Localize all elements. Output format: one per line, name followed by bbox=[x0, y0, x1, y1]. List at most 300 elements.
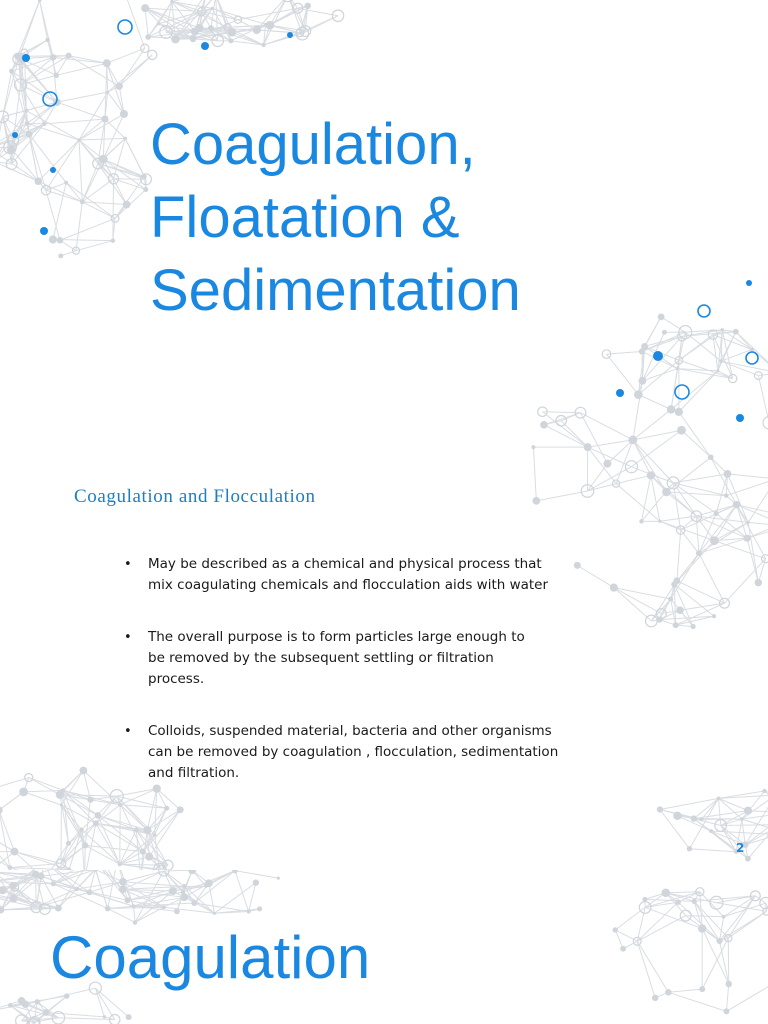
network-link bbox=[716, 903, 766, 912]
network-link bbox=[721, 361, 768, 373]
network-node bbox=[7, 146, 16, 155]
network-link bbox=[0, 827, 14, 851]
network-node bbox=[145, 853, 153, 861]
network-node bbox=[125, 897, 131, 903]
bullet-marker: • bbox=[124, 557, 132, 572]
network-node bbox=[692, 899, 697, 904]
network-node bbox=[79, 827, 83, 831]
network-node bbox=[658, 520, 661, 523]
network-link bbox=[24, 792, 62, 805]
network-node bbox=[691, 624, 696, 629]
network-link bbox=[44, 119, 105, 124]
network-node bbox=[50, 54, 56, 60]
network-node bbox=[64, 993, 69, 998]
network-node bbox=[64, 181, 68, 185]
network-node bbox=[531, 445, 535, 449]
network-node bbox=[744, 807, 752, 815]
accent-node-ring bbox=[698, 305, 710, 317]
network-node bbox=[143, 187, 148, 192]
network-node bbox=[119, 878, 127, 886]
network-link bbox=[38, 140, 79, 181]
network-node bbox=[714, 511, 719, 516]
network-node bbox=[700, 817, 704, 821]
network-node bbox=[712, 614, 716, 618]
network-node bbox=[722, 915, 726, 919]
network-node bbox=[190, 36, 196, 42]
network-node-ring bbox=[763, 416, 768, 429]
network-node bbox=[49, 235, 57, 243]
network-node bbox=[205, 879, 213, 887]
network-node bbox=[170, 0, 173, 3]
network-node bbox=[134, 827, 139, 832]
network-link bbox=[614, 588, 671, 599]
network-node bbox=[743, 535, 750, 542]
network-node bbox=[658, 313, 665, 320]
network-node bbox=[191, 28, 199, 36]
network-node bbox=[253, 26, 261, 34]
network-node bbox=[716, 938, 722, 944]
network-link bbox=[58, 1018, 114, 1020]
network-node bbox=[257, 906, 262, 911]
network-link bbox=[588, 467, 632, 491]
network-node bbox=[35, 999, 40, 1004]
network-link bbox=[40, 1, 48, 40]
network-link bbox=[164, 870, 192, 871]
network-link bbox=[728, 896, 755, 938]
slide-title-line: Floatation & bbox=[150, 185, 460, 250]
bullet-text-line: be removed by the subsequent settling or filtration bbox=[148, 650, 494, 666]
network-node bbox=[9, 895, 17, 903]
network-link bbox=[25, 0, 39, 1]
network-node bbox=[228, 38, 233, 43]
network-node bbox=[169, 887, 177, 895]
network-node bbox=[140, 849, 146, 855]
network-node bbox=[532, 497, 540, 505]
network-node bbox=[111, 238, 115, 242]
network-node bbox=[180, 893, 188, 901]
network-link bbox=[719, 941, 728, 984]
network-node bbox=[747, 521, 750, 524]
network-node bbox=[745, 856, 751, 862]
network-link bbox=[235, 871, 249, 912]
network-node bbox=[82, 842, 88, 848]
network-link bbox=[82, 202, 126, 205]
network-node bbox=[80, 199, 85, 204]
network-node bbox=[540, 421, 548, 429]
network-node bbox=[118, 862, 122, 866]
bullet-text-line: Colloids, suspended material, bacteria and other organisms bbox=[148, 723, 552, 739]
network-node bbox=[708, 454, 714, 460]
accent-node bbox=[40, 227, 48, 235]
network-node bbox=[58, 253, 63, 258]
network-node bbox=[66, 53, 72, 59]
network-link bbox=[673, 483, 680, 530]
network-link bbox=[674, 584, 693, 626]
network-node bbox=[153, 833, 157, 837]
network-node bbox=[762, 789, 766, 793]
network-link bbox=[714, 541, 765, 559]
network-node bbox=[80, 767, 88, 775]
network-node bbox=[19, 788, 28, 797]
network-node bbox=[95, 812, 102, 819]
network-node bbox=[106, 91, 109, 94]
network-node bbox=[613, 927, 618, 932]
network-link bbox=[726, 983, 768, 1011]
network-link bbox=[60, 218, 115, 240]
network-link bbox=[689, 849, 736, 852]
network-link bbox=[40, 0, 69, 1]
bullet-item bbox=[122, 721, 612, 784]
network-node bbox=[24, 109, 28, 113]
network-link bbox=[722, 330, 732, 379]
network-node bbox=[620, 946, 626, 952]
network-node bbox=[639, 377, 647, 385]
bullet-text-line: process. bbox=[148, 671, 205, 687]
network-node bbox=[673, 812, 681, 820]
network-node bbox=[724, 493, 729, 498]
network-node bbox=[42, 122, 47, 127]
network-node bbox=[667, 405, 675, 413]
bullet-text-line: mix coagulating chemicals and flocculation aids with water bbox=[148, 577, 549, 593]
network-link bbox=[666, 892, 700, 893]
network-link bbox=[711, 457, 737, 504]
network-link bbox=[46, 140, 79, 190]
network-link bbox=[544, 425, 588, 447]
bullet-item bbox=[122, 554, 612, 596]
network-node bbox=[43, 1009, 50, 1016]
network-node bbox=[93, 820, 99, 826]
network-link bbox=[726, 479, 768, 496]
network-node bbox=[182, 884, 187, 889]
bullet-text-line: May be described as a chemical and physical process that bbox=[148, 556, 542, 572]
network-node bbox=[709, 829, 713, 833]
network-node bbox=[721, 328, 724, 331]
network-link bbox=[699, 553, 725, 603]
network-node bbox=[740, 817, 744, 821]
network-node bbox=[687, 846, 692, 851]
network-link bbox=[637, 941, 668, 992]
network-node bbox=[691, 815, 697, 821]
accent-node bbox=[616, 389, 624, 397]
network-node bbox=[60, 803, 63, 806]
network-link bbox=[726, 984, 728, 1011]
network-node bbox=[266, 21, 275, 30]
network-node bbox=[211, 7, 214, 10]
network-node bbox=[673, 622, 679, 628]
network-link bbox=[57, 102, 105, 119]
network-link bbox=[82, 202, 115, 219]
network-link bbox=[719, 896, 755, 941]
section-subtitle: Coagulation and Flocculation bbox=[74, 486, 316, 507]
network-node bbox=[171, 35, 179, 43]
network-link bbox=[66, 183, 115, 219]
network-link bbox=[637, 902, 678, 941]
bullet-text-line: and filtration. bbox=[148, 765, 240, 781]
network-link bbox=[79, 140, 98, 164]
network-node bbox=[675, 899, 681, 905]
network-node bbox=[673, 577, 680, 584]
network-link bbox=[145, 8, 148, 37]
network-node bbox=[755, 579, 763, 587]
network-node bbox=[277, 877, 280, 880]
network-node bbox=[208, 25, 214, 31]
network-link bbox=[616, 475, 651, 483]
network-node bbox=[143, 826, 151, 834]
network-node bbox=[719, 359, 723, 363]
network-node bbox=[119, 886, 126, 893]
network-node bbox=[116, 83, 123, 90]
network-link bbox=[633, 409, 671, 439]
network-link bbox=[668, 992, 726, 1011]
accent-node bbox=[746, 280, 752, 286]
network-link bbox=[616, 440, 633, 484]
accent-node bbox=[653, 351, 663, 361]
network-link bbox=[60, 795, 85, 846]
network-node bbox=[75, 887, 79, 891]
network-node bbox=[725, 981, 731, 987]
network-node bbox=[54, 73, 59, 78]
network-node bbox=[676, 606, 684, 614]
network-link bbox=[85, 845, 86, 870]
accent-node-ring bbox=[746, 352, 758, 364]
network-node bbox=[126, 1014, 132, 1020]
network-node bbox=[174, 908, 180, 914]
network-link bbox=[79, 119, 105, 140]
network-link bbox=[580, 413, 632, 440]
network-node bbox=[38, 0, 41, 2]
network-link bbox=[3, 71, 12, 117]
network-node bbox=[662, 488, 670, 496]
network-node-ring bbox=[729, 374, 737, 382]
network-link bbox=[661, 317, 685, 332]
network-link bbox=[748, 522, 758, 582]
network-node bbox=[253, 879, 259, 885]
network-node bbox=[77, 138, 81, 142]
network-link bbox=[36, 892, 89, 907]
network-node bbox=[101, 115, 108, 122]
network-node bbox=[8, 1003, 13, 1008]
network-link bbox=[677, 530, 681, 581]
network-node bbox=[35, 177, 42, 184]
network-link bbox=[719, 798, 748, 810]
network-link bbox=[17, 1, 39, 57]
network-node bbox=[123, 201, 131, 209]
network-node bbox=[710, 536, 719, 545]
network-node bbox=[584, 443, 592, 451]
network-node bbox=[304, 3, 311, 10]
network-node bbox=[145, 34, 151, 40]
network-link bbox=[660, 798, 719, 809]
bullet-list bbox=[122, 554, 612, 815]
accent-node bbox=[50, 167, 56, 173]
accent-node-ring bbox=[675, 385, 689, 399]
bullet-item bbox=[122, 627, 612, 690]
network-node bbox=[717, 796, 721, 800]
accent-node bbox=[287, 32, 293, 38]
network-link bbox=[61, 830, 81, 864]
network-node bbox=[55, 905, 62, 912]
network-node bbox=[123, 137, 127, 141]
network-node bbox=[157, 22, 160, 25]
slide-title-line: Sedimentation bbox=[150, 258, 521, 323]
network-node bbox=[723, 1008, 729, 1014]
network-node bbox=[698, 924, 706, 932]
network-link bbox=[758, 376, 768, 423]
network-node bbox=[120, 110, 128, 118]
network-link bbox=[108, 92, 124, 114]
network-link bbox=[721, 825, 768, 826]
accent-node-ring bbox=[118, 20, 132, 34]
network-link bbox=[76, 241, 113, 251]
network-link bbox=[747, 538, 758, 582]
network-node bbox=[9, 69, 14, 74]
bullet-text-line: The overall purpose is to form particles large enough to bbox=[148, 629, 525, 645]
network-node bbox=[32, 871, 39, 878]
slide-2 bbox=[0, 870, 768, 1024]
network-link bbox=[606, 351, 642, 354]
bullet-marker: • bbox=[124, 630, 132, 645]
network-link bbox=[108, 908, 135, 922]
network-node bbox=[652, 995, 658, 1001]
network-node bbox=[66, 841, 71, 846]
network-link bbox=[742, 795, 768, 819]
network-node bbox=[699, 986, 705, 992]
network-link bbox=[40, 0, 74, 1]
network-node bbox=[9, 882, 16, 889]
network-node bbox=[264, 23, 267, 26]
slide-title bbox=[150, 108, 521, 327]
network-node bbox=[750, 348, 754, 352]
network-node bbox=[87, 797, 93, 803]
network-node bbox=[132, 904, 136, 908]
network-node bbox=[191, 900, 197, 906]
network-link bbox=[679, 371, 718, 412]
network-link bbox=[645, 336, 682, 346]
accent-node bbox=[736, 414, 744, 422]
network-node bbox=[141, 4, 149, 12]
network-link bbox=[46, 190, 60, 240]
network-node bbox=[57, 237, 63, 243]
network-node bbox=[87, 889, 93, 895]
network-node bbox=[677, 426, 686, 435]
network-link bbox=[614, 588, 652, 621]
network-node bbox=[213, 912, 216, 915]
network-node bbox=[181, 890, 185, 894]
network-node bbox=[724, 470, 732, 478]
network-node bbox=[232, 870, 237, 873]
network-link bbox=[119, 86, 124, 114]
network-link bbox=[637, 941, 655, 998]
network-node bbox=[45, 38, 49, 42]
network-link bbox=[633, 440, 651, 475]
network-node bbox=[162, 905, 166, 909]
network-link bbox=[681, 430, 710, 457]
network-link bbox=[115, 177, 144, 219]
network-link bbox=[727, 474, 768, 479]
network-node bbox=[103, 1015, 106, 1018]
network-link bbox=[57, 92, 108, 102]
network-node bbox=[647, 471, 655, 479]
network-node bbox=[105, 906, 111, 912]
network-node bbox=[228, 28, 237, 37]
network-node bbox=[629, 436, 638, 445]
network-node bbox=[668, 596, 673, 601]
network-node bbox=[26, 131, 33, 138]
network-link bbox=[533, 447, 536, 501]
network-link bbox=[89, 882, 122, 892]
network-link bbox=[671, 371, 718, 410]
network-node bbox=[22, 1000, 29, 1007]
bullet-text-line: can be removed by coagulation , flocculation, sedimentation bbox=[148, 744, 559, 760]
network-link bbox=[44, 870, 53, 884]
network-link bbox=[235, 871, 278, 879]
network-link bbox=[641, 475, 650, 521]
slide-title-line: Coagulation, bbox=[150, 112, 476, 177]
network-node bbox=[639, 348, 645, 354]
network-node bbox=[733, 501, 740, 508]
network-node bbox=[247, 909, 251, 913]
accent-node bbox=[201, 42, 209, 50]
network-link bbox=[134, 906, 135, 922]
network-node bbox=[662, 330, 667, 335]
network-node bbox=[657, 806, 663, 812]
network-link bbox=[536, 491, 587, 501]
network-link bbox=[29, 778, 63, 791]
slide-title: Coagulation bbox=[50, 924, 371, 991]
network-link bbox=[76, 202, 82, 251]
network-node bbox=[14, 53, 20, 59]
network-link bbox=[700, 892, 724, 917]
network-node bbox=[733, 329, 739, 335]
network-node bbox=[665, 989, 671, 995]
network-link bbox=[668, 989, 702, 992]
network-link bbox=[0, 810, 14, 851]
network-node bbox=[696, 550, 702, 556]
network-link bbox=[673, 474, 727, 483]
page-number: 2 bbox=[736, 841, 745, 855]
network-node bbox=[662, 888, 671, 897]
network-link bbox=[679, 412, 711, 457]
network-node bbox=[634, 390, 643, 399]
network-link bbox=[79, 140, 103, 159]
network-link bbox=[38, 181, 82, 202]
accent-node bbox=[12, 132, 18, 138]
network-node bbox=[103, 59, 111, 67]
network-link bbox=[105, 119, 125, 138]
network-link bbox=[673, 483, 716, 514]
network-link bbox=[119, 55, 152, 86]
network-link bbox=[615, 930, 623, 949]
network-link bbox=[107, 48, 145, 63]
accent-node bbox=[22, 54, 30, 62]
network-node bbox=[716, 369, 719, 372]
network-link bbox=[606, 354, 638, 395]
network-node bbox=[675, 408, 683, 416]
network-node bbox=[51, 881, 56, 886]
network-link bbox=[119, 48, 145, 86]
network-node bbox=[25, 121, 30, 126]
network-node bbox=[676, 367, 679, 370]
network-link bbox=[638, 395, 671, 410]
network-link bbox=[56, 63, 106, 75]
network-node bbox=[10, 848, 18, 856]
network-link bbox=[758, 373, 768, 376]
network-link bbox=[29, 778, 60, 795]
network-node bbox=[603, 460, 611, 468]
network-node bbox=[639, 519, 643, 523]
bullet-marker: • bbox=[124, 724, 132, 739]
network-node-ring bbox=[332, 10, 344, 22]
